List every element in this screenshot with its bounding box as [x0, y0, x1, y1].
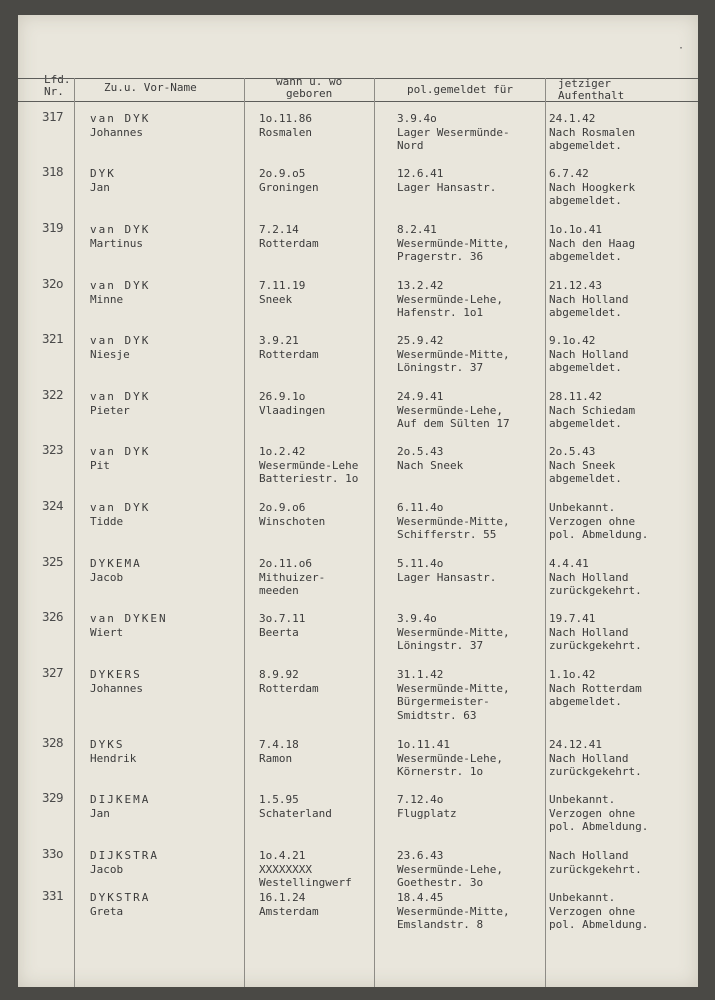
given-name: Tidde	[90, 515, 124, 528]
birth-info-line: meeden	[259, 584, 299, 597]
current-location-line: abgemeldet.	[549, 472, 622, 485]
registration-info	[397, 612, 510, 653]
birth-info-line: 2o.9.o6	[259, 501, 306, 514]
current-location	[549, 501, 648, 542]
registration-info	[397, 891, 510, 932]
row-number: 327	[42, 665, 64, 680]
register-row	[18, 277, 698, 333]
registration-info-line: Hafenstr. 1o1	[397, 306, 484, 319]
registration-info	[397, 445, 463, 472]
birth-info-line: Beerta	[259, 625, 299, 639]
birth-info-line: Rotterdam	[259, 681, 319, 695]
registration-info-line: Wesermünde-Lehe,	[397, 403, 503, 417]
birth-info-line: 7.4.18	[259, 738, 299, 751]
header-location: jetziger Aufenthalt	[558, 77, 625, 102]
registration-info-line: 18.4.45	[397, 891, 444, 904]
current-location	[549, 334, 628, 375]
current-location-line: abgemeldet.	[549, 361, 622, 374]
registration-info	[397, 223, 510, 264]
surname: DYKERS	[90, 668, 142, 681]
registration-info-line: 23.6.43	[397, 849, 444, 862]
current-location-line: Verzogen ohne	[549, 514, 636, 528]
current-location	[549, 112, 635, 153]
registration-info	[397, 390, 510, 431]
registration-info-line: Wesermünde-Mitte,	[397, 514, 510, 528]
birth-info-line: Mithuizer-	[259, 570, 326, 584]
registration-info	[397, 279, 503, 320]
registration-info-line: Körnerstr. 1o	[397, 765, 484, 778]
current-location-line: 4.4.41	[549, 557, 589, 570]
row-number: 318	[42, 164, 64, 179]
row-number: 328	[42, 735, 64, 750]
registration-info-line: 5.11.4o	[397, 557, 444, 570]
current-location-line: Nach Rotterdam	[549, 681, 642, 695]
birth-info-line: 3o.7.11	[259, 612, 306, 625]
registration-info-line: Wesermünde-Mitte,	[397, 236, 510, 250]
current-location-line: 2o.5.43	[549, 445, 596, 458]
registration-info-line: 7.12.4o	[397, 793, 444, 806]
register-row	[18, 791, 698, 847]
current-location-line: Nach Rosmalen	[549, 125, 636, 139]
registration-info	[397, 849, 503, 890]
current-location-line: Nach Schiedam	[549, 403, 636, 417]
birth-info	[259, 167, 319, 194]
current-location-line: Nach Holland	[549, 751, 629, 765]
current-location-line: abgemeldet.	[549, 139, 622, 152]
current-location-line: Nach Holland	[549, 347, 629, 361]
registration-info-line: Pragerstr. 36	[397, 250, 484, 263]
birth-info	[259, 334, 319, 361]
given-name: Pit	[90, 459, 110, 472]
registration-info-line: Nord	[397, 139, 424, 152]
register-row	[18, 388, 698, 444]
birth-info-line: Ramon	[259, 751, 293, 765]
surname: van DYKEN	[90, 612, 168, 625]
current-location-line: 1.1o.42	[549, 668, 596, 681]
row-number: 317	[42, 109, 64, 124]
row-number: 319	[42, 220, 64, 235]
current-location-line: zurückgekehrt.	[549, 765, 642, 778]
current-location-line: Nach Holland	[549, 849, 629, 862]
current-location-line: pol. Abmeldung.	[549, 820, 649, 833]
birth-info-line: Rotterdam	[259, 347, 319, 361]
birth-info	[259, 668, 319, 695]
birth-info	[259, 390, 325, 417]
registration-info	[397, 793, 457, 820]
current-location-line: 24.12.41	[549, 738, 602, 751]
current-location	[549, 557, 642, 598]
given-name: Wiert	[90, 626, 124, 639]
birth-info-line: 7.2.14	[259, 223, 299, 236]
registration-info-line: Lager Wesermünde-	[397, 125, 510, 139]
registration-info-line: 3.9.4o	[397, 612, 437, 625]
current-location	[549, 167, 635, 208]
birth-info-line: 3.9.21	[259, 334, 299, 347]
surname: van DYK	[90, 279, 151, 292]
registration-info	[397, 738, 503, 779]
given-name: Martinus	[90, 237, 143, 250]
register-row	[18, 499, 698, 555]
given-name: Johannes	[90, 682, 143, 695]
register-row	[18, 555, 698, 611]
header-top-rule	[18, 78, 698, 79]
current-location-line: Unbekannt.	[549, 793, 616, 806]
registration-info-line: 25.9.42	[397, 334, 444, 347]
header-born: wann u. wo geboren	[276, 75, 343, 100]
birth-info	[259, 849, 352, 890]
row-number: 32o	[42, 276, 64, 291]
given-name: Hendrik	[90, 752, 137, 765]
row-number: 324	[42, 498, 64, 513]
register-row	[18, 110, 698, 166]
registration-info-line: Wesermünde-Mitte,	[397, 904, 510, 918]
registration-info-line: Lager Hansastr.	[397, 570, 497, 584]
surname: van DYK	[90, 501, 151, 514]
registration-info-line: 6.11.4o	[397, 501, 444, 514]
current-location-line: abgemeldet.	[549, 250, 622, 263]
registration-info	[397, 334, 510, 375]
birth-info-line: Schaterland	[259, 806, 332, 820]
birth-info-line: Rotterdam	[259, 236, 319, 250]
current-location-line: 1o.1o.41	[549, 223, 602, 236]
row-number: 323	[42, 442, 64, 457]
current-location-line: Nach Sneek	[549, 458, 616, 472]
current-location-line: 21.12.43	[549, 279, 602, 292]
registration-info-line: 8.2.41	[397, 223, 437, 236]
registration-info-line: Wesermünde-Mitte,	[397, 681, 510, 695]
row-number: 325	[42, 554, 64, 569]
surname: DYKEMA	[90, 557, 142, 570]
birth-info-line: Westellingwerf	[259, 876, 352, 889]
current-location-line: 9.1o.42	[549, 334, 596, 347]
current-location-line: 19.7.41	[549, 612, 596, 625]
registration-info-line: 13.2.42	[397, 279, 444, 292]
birth-info	[259, 612, 305, 639]
row-number: 326	[42, 609, 64, 624]
birth-info	[259, 445, 358, 486]
given-name: Jacob	[90, 863, 124, 876]
current-location-line: pol. Abmeldung.	[549, 918, 649, 931]
surname: DIJKEMA	[90, 793, 151, 806]
surname: DYKSTRA	[90, 891, 151, 904]
row-number: 33o	[42, 846, 64, 861]
current-location-line: zurückgekehrt.	[549, 639, 642, 652]
birth-info-line: 2o.9.o5	[259, 167, 306, 180]
given-name: Minne	[90, 293, 124, 306]
row-number: 329	[42, 790, 64, 805]
current-location-line: Unbekannt.	[549, 501, 616, 514]
current-location-line: Unbekannt.	[549, 891, 616, 904]
given-name: Pieter	[90, 404, 130, 417]
current-location-line: 24.1.42	[549, 112, 596, 125]
birth-info-line: 1.5.95	[259, 793, 299, 806]
current-location-line: pol. Abmeldung.	[549, 528, 649, 541]
registration-info-line: Goethestr. 3o	[397, 876, 484, 889]
birth-info	[259, 891, 319, 918]
birth-info-line: Vlaadingen	[259, 403, 326, 417]
registration-info-line: Löningstr. 37	[397, 361, 484, 374]
registration-info-line: Auf dem Sülten 17	[397, 417, 510, 430]
birth-info-line: 16.1.24	[259, 891, 306, 904]
registration-info-line: Wesermünde-Lehe,	[397, 292, 503, 306]
birth-info-line: 1o.4.21	[259, 849, 306, 862]
current-location-line: Verzogen ohne	[549, 904, 636, 918]
register-row	[18, 332, 698, 388]
header-bottom-rule	[18, 101, 698, 102]
register-row	[18, 443, 698, 499]
current-location-line: abgemeldet.	[549, 695, 622, 708]
given-name: Jan	[90, 181, 110, 194]
registration-info-line: 3.9.4o	[397, 112, 437, 125]
birth-info-line: Wesermünde-Lehe	[259, 458, 359, 472]
birth-info-line: 7.11.19	[259, 279, 306, 292]
current-location-line: Verzogen ohne	[549, 806, 636, 820]
current-location	[549, 668, 642, 709]
registration-info-line: Schifferstr. 55	[397, 528, 497, 541]
header-lfd-nr: Lfd. Nr.	[44, 73, 71, 98]
row-number: 322	[42, 387, 64, 402]
registration-info-line: Flugplatz	[397, 806, 457, 820]
current-location-line: Nach Hoogkerk	[549, 180, 636, 194]
birth-info-line: Sneek	[259, 292, 293, 306]
current-location-line: Nach Holland	[549, 570, 629, 584]
current-location	[549, 612, 642, 653]
given-name: Jan	[90, 807, 110, 820]
header-name: Zu.u. Vor-Name	[104, 81, 197, 94]
birth-info-line: 1o.2.42	[259, 445, 306, 458]
birth-info-line: 26.9.1o	[259, 390, 306, 403]
surname: van DYK	[90, 223, 151, 236]
current-location	[549, 279, 628, 320]
registration-info-line: 2o.5.43	[397, 445, 444, 458]
birth-info-line: Batteriestr. 1o	[259, 472, 359, 485]
surname: DIJKSTRA	[90, 849, 159, 862]
current-location-line: Nach Holland	[549, 625, 629, 639]
current-location-line: Nach den Haag	[549, 236, 636, 250]
given-name: Jacob	[90, 571, 124, 584]
given-name: Niesje	[90, 348, 130, 361]
registration-info-line: Emslandstr. 8	[397, 918, 484, 931]
birth-info	[259, 501, 325, 528]
birth-info-line: Amsterdam	[259, 904, 319, 918]
registration-info-line: 12.6.41	[397, 167, 444, 180]
register-page	[18, 15, 698, 987]
surname: DYK	[90, 167, 116, 180]
surname: van DYK	[90, 112, 151, 125]
surname: van DYK	[90, 334, 151, 347]
register-row	[18, 889, 698, 945]
current-location-line: zurückgekehrt.	[549, 584, 642, 597]
birth-info-line: 2o.11.o6	[259, 557, 312, 570]
registration-info-line: Wesermünde-Mitte,	[397, 347, 510, 361]
current-location-line: abgemeldet.	[549, 194, 622, 207]
registration-info-line: Smidtstr. 63	[397, 708, 477, 722]
register-row	[18, 610, 698, 666]
birth-info-line: 1o.11.86	[259, 112, 312, 125]
current-location-line: abgemeldet.	[549, 306, 622, 319]
registration-info-line: Löningstr. 37	[397, 639, 484, 652]
birth-info-line: Winschoten	[259, 514, 326, 528]
birth-info-line: Rosmalen	[259, 125, 312, 139]
current-location	[549, 793, 648, 834]
header-registered: pol.gemeldet für	[407, 83, 513, 96]
birth-info	[259, 557, 325, 598]
surname: DYKS	[90, 738, 125, 751]
birth-info	[259, 279, 305, 306]
register-row	[18, 221, 698, 277]
register-row	[18, 736, 698, 792]
registration-info	[397, 501, 510, 542]
surname: van DYK	[90, 390, 151, 403]
corner-mark: ·	[677, 43, 684, 54]
registration-info-line: Lager Hansastr.	[397, 180, 497, 194]
registration-info-line: Wesermünde-Lehe,	[397, 862, 503, 876]
current-location-line: 6.7.42	[549, 167, 589, 180]
registration-info-line: Bürgermeister-	[397, 695, 490, 708]
birth-info-line: 8.9.92	[259, 668, 299, 681]
birth-info	[259, 112, 312, 139]
birth-info	[259, 738, 299, 765]
birth-info	[259, 223, 319, 250]
birth-info-line: XXXXXXXX	[259, 862, 312, 876]
registration-info-line: 31.1.42	[397, 668, 444, 681]
current-location-line: Nach Holland	[549, 292, 629, 306]
row-number: 321	[42, 331, 64, 346]
registration-info-line: Nach Sneek	[397, 458, 464, 472]
registration-info-line: Wesermünde-Lehe,	[397, 751, 503, 765]
registration-info	[397, 167, 496, 194]
register-row	[18, 165, 698, 221]
registration-info	[397, 557, 496, 584]
registration-info	[397, 112, 510, 153]
registration-info-line: 1o.11.41	[397, 738, 450, 751]
current-location-line: 28.11.42	[549, 390, 602, 403]
given-name: Johannes	[90, 126, 143, 139]
surname: van DYK	[90, 445, 151, 458]
registration-info	[397, 668, 510, 722]
registration-info-line: Wesermünde-Mitte,	[397, 625, 510, 639]
current-location-line: abgemeldet.	[549, 417, 622, 430]
row-number: 331	[42, 888, 64, 903]
current-location	[549, 390, 635, 431]
given-name: Greta	[90, 905, 124, 918]
current-location	[549, 738, 642, 779]
current-location	[549, 223, 635, 264]
current-location	[549, 445, 622, 486]
current-location-line: zurückgekehrt.	[549, 862, 642, 876]
registration-info-line: 24.9.41	[397, 390, 444, 403]
birth-info-line: Groningen	[259, 180, 319, 194]
current-location	[549, 849, 642, 876]
current-location	[549, 891, 648, 932]
register-row	[18, 666, 698, 722]
birth-info	[259, 793, 332, 820]
